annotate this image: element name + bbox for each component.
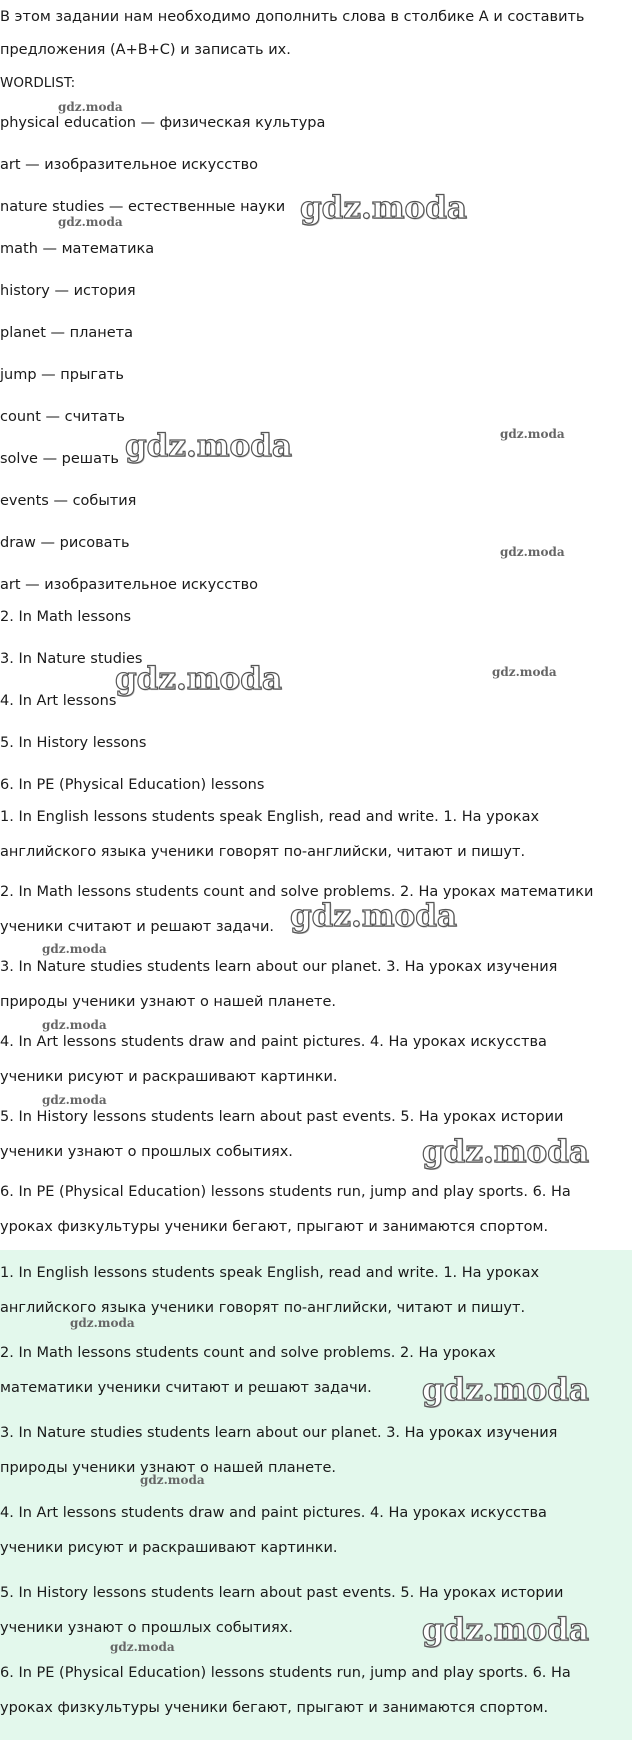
watermark: gdz.moda bbox=[70, 1316, 135, 1330]
watermark: gdz.moda bbox=[58, 215, 123, 229]
wordlist-item: events — события bbox=[0, 493, 137, 509]
column-a-item: 2. In Math lessons bbox=[0, 609, 132, 625]
watermark: gdz.moda bbox=[500, 545, 565, 559]
sentence-line: 6. In PE (Physical Education) lessons students run, jump and play sports. 6. На bbox=[0, 1184, 571, 1200]
sentence-line: ученики считают и решают задачи. bbox=[0, 919, 274, 935]
answer-line: ученики узнают о прошлых событиях. bbox=[0, 1620, 293, 1636]
watermark: gdz.moda bbox=[110, 1640, 175, 1654]
answer-line: 5. In History lessons students learn about past events. 5. На уроках истории bbox=[0, 1585, 564, 1601]
answer-line: 1. In English lessons students speak English, read and write. 1. На уроках bbox=[0, 1265, 540, 1281]
watermark: gdz.moda bbox=[492, 665, 557, 679]
wordlist-item: solve — решать bbox=[0, 451, 119, 467]
wordlist-title: WORDLIST: bbox=[0, 75, 76, 91]
answer-line: природы ученики узнают о нашей планете. bbox=[0, 1460, 337, 1476]
answer-line: ученики рисуют и раскрашивают картинки. bbox=[0, 1540, 338, 1556]
column-a-item: 4. In Art lessons bbox=[0, 693, 117, 709]
sentence-line: 4. In Art lessons students draw and paint pictures. 4. На уроках искусства bbox=[0, 1034, 547, 1050]
wordlist-item: art — изобразительное искусство bbox=[0, 157, 259, 173]
wordlist-item: jump — прыгать bbox=[0, 367, 124, 383]
wordlist-item: math — математика bbox=[0, 241, 155, 257]
answer-line: английского языка ученики говорят по-английски, читают и пишут. bbox=[0, 1300, 526, 1316]
watermark: gdz.moda bbox=[290, 898, 457, 934]
sentence-line: уроках физкультуры ученики бегают, прыгают и занимаются спортом. bbox=[0, 1219, 549, 1235]
sentence-line: английского языка ученики говорят по-английски, читают и пишут. bbox=[0, 844, 526, 860]
watermark: gdz.moda bbox=[422, 1612, 589, 1648]
watermark: gdz.moda bbox=[42, 1093, 107, 1107]
watermark: gdz.moda bbox=[115, 661, 282, 697]
wordlist-item: planet — планета bbox=[0, 325, 133, 341]
sentence-line: ученики узнают о прошлых событиях. bbox=[0, 1144, 293, 1160]
watermark: gdz.moda bbox=[42, 1018, 107, 1032]
watermark: gdz.moda bbox=[500, 427, 565, 441]
column-a-item: 6. In PE (Physical Education) lessons bbox=[0, 777, 265, 793]
watermark: gdz.moda bbox=[125, 428, 292, 464]
watermark: gdz.moda bbox=[422, 1134, 589, 1170]
watermark: gdz.moda bbox=[140, 1473, 205, 1487]
wordlist-item: nature studies — естественные науки bbox=[0, 199, 286, 215]
wordlist-item: draw — рисовать bbox=[0, 535, 130, 551]
answer-line: 4. In Art lessons students draw and paint pictures. 4. На уроках искусства bbox=[0, 1505, 547, 1521]
sentence-line: 3. In Nature studies students learn about our planet. 3. На уроках изучения bbox=[0, 959, 558, 975]
wordlist-item: count — считать bbox=[0, 409, 125, 425]
answer-line: 6. In PE (Physical Education) lessons students run, jump and play sports. 6. На bbox=[0, 1665, 571, 1681]
wordlist-item: physical education — физическая культура bbox=[0, 115, 326, 131]
watermark: gdz.moda bbox=[42, 942, 107, 956]
column-a-item: 5. In History lessons bbox=[0, 735, 147, 751]
column-a-item: 3. In Nature studies bbox=[0, 651, 143, 667]
answer-line: математики ученики считают и решают задачи. bbox=[0, 1380, 372, 1396]
answer-line: 2. In Math lessons students count and solve problems. 2. На уроках bbox=[0, 1345, 496, 1361]
answer-line: уроках физкультуры ученики бегают, прыгают и занимаются спортом. bbox=[0, 1700, 549, 1716]
sentence-line: 1. In English lessons students speak English, read and write. 1. На уроках bbox=[0, 809, 540, 825]
intro-line-2: предложения (А+B+C) и записать их. bbox=[0, 42, 291, 58]
intro-line-1: В этом задании нам необходимо дополнить слова в столбике А и составить bbox=[0, 9, 585, 25]
answer-line: 3. In Nature studies students learn about our planet. 3. На уроках изучения bbox=[0, 1425, 558, 1441]
wordlist-item: art — изобразительное искусство bbox=[0, 577, 259, 593]
wordlist-item: history — история bbox=[0, 283, 136, 299]
watermark: gdz.moda bbox=[300, 190, 467, 226]
sentence-line: природы ученики узнают о нашей планете. bbox=[0, 994, 337, 1010]
watermark: gdz.moda bbox=[422, 1372, 589, 1408]
watermark: gdz.moda bbox=[58, 100, 123, 114]
sentence-line: 2. In Math lessons students count and solve problems. 2. На уроках математики bbox=[0, 884, 594, 900]
sentence-line: ученики рисуют и раскрашивают картинки. bbox=[0, 1069, 338, 1085]
sentence-line: 5. In History lessons students learn about past events. 5. На уроках истории bbox=[0, 1109, 564, 1125]
